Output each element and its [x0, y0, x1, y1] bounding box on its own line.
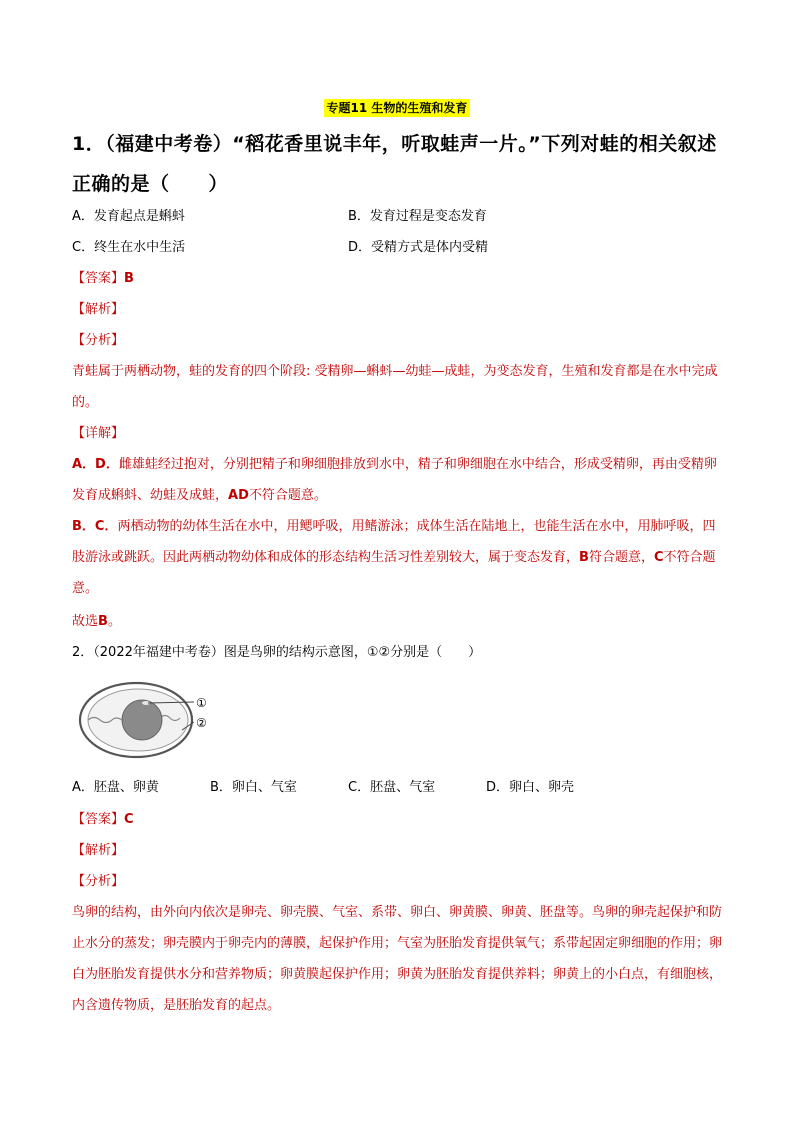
detail-1-end: 不符合题意。: [248, 488, 327, 503]
answer-label: 【答案】: [72, 271, 125, 286]
label-1: ①: [196, 696, 207, 710]
detail-1-text: 雌雄蛙经过抱对，分别把精子和卵细胞排放到水中，精子和卵细胞在水中结合，形成受精卵，再由受精卵发育成蝌蚪、幼蛙及成蛙，: [72, 457, 717, 503]
choose-text: 故选: [72, 614, 99, 629]
q1-option-d: D．受精方式是体内受精: [348, 240, 489, 255]
q1-fenxi-text: 青蛙属于两栖动物，蛙的发育的四个阶段: 受精卵—蝌蚪—幼蛙—成蛙，为变态发育，生殖和发育都是在水中完成的。: [72, 364, 718, 410]
q1-fenxi-label: 【分析】: [72, 333, 125, 348]
detail-2-end: 不符合题意。: [72, 550, 716, 596]
question-2-stem: 2．（2022年福建中考卷）图是鸟卵的结构示意图，①②分别是（ ）: [72, 645, 482, 660]
q2-analysis-label: 【解析】: [72, 843, 125, 858]
q1-option-b: B．发育过程是变态发育: [348, 209, 487, 224]
detail-2-mid: 符合题意，: [588, 550, 654, 565]
choose-end: 。: [107, 614, 121, 629]
answer-value: C: [124, 812, 134, 827]
detail-1-ad: AD: [228, 488, 249, 503]
detail-2-prefix: B．C．: [72, 519, 118, 534]
q1-answer: [72, 270, 134, 288]
egg-yolk: [122, 700, 162, 740]
q2-fenxi-text: 鸟卵的结构，由外向内依次是卵壳、卵壳膜、气室、系带、卵白、卵黄膜、卵黄、胚盘等。鸟卵的卵壳起保护和防止水分的蒸发；卵壳膜内于卵壳内的薄膜，起保护作用；气室为胚胎发育提供氧气；系带起固定卵细胞的作用；卵白为胚胎发育提供水分和营养物质；卵黄膜起保护作用；卵黄为胚胎发育提供养料；卵黄上的小白点，有细胞核，内含遗传物质，是胚胎发育的起点。: [72, 905, 723, 1013]
q1-detail-1: [72, 449, 727, 511]
detail-2-c: C: [653, 550, 664, 565]
label-2: ②: [196, 716, 207, 730]
title-container: [0, 97, 794, 117]
q1-detail-2: [72, 511, 727, 604]
detail-1-prefix: A．D．: [72, 457, 119, 472]
q2-option-d: D．卵白、卵壳: [486, 780, 575, 795]
detail-2-text: 两栖动物的幼体生活在水中，用鳃呼吸，用鳍游泳；成体生活在陆地上，也能生活在水中，用肺呼吸，四肢游泳或跳跃。因此两栖动物幼体和成体的形态结构生活习性差别较大，属于变态发育，: [72, 519, 716, 565]
question-1-stem: 1．（福建中考卷）“稻花香里说丰年，听取蛙声一片。”下列对蛙的相关叙述正确的是（ ）: [72, 133, 717, 195]
answer-label: 【答案】: [72, 812, 125, 827]
q1-choose: [72, 613, 121, 631]
q1-option-c: C．终生在水中生活: [72, 240, 186, 255]
q1-detail-label: 【详解】: [72, 426, 125, 441]
q2-answer: [72, 811, 134, 829]
q1-option-a: A．发育起点是蝌蚪: [72, 209, 185, 224]
document-title: 专题11 生物的生殖和发育: [324, 99, 471, 117]
q2-fenxi-label: 【分析】: [72, 874, 125, 889]
q2-option-c: C．胚盘、气室: [348, 780, 436, 795]
detail-2-b: B: [579, 550, 589, 565]
q2-option-a: A．胚盘、卵黄: [72, 780, 159, 795]
q1-analysis-label: 【解析】: [72, 302, 125, 317]
q2-option-b: B．卵白、气室: [210, 780, 297, 795]
bird-egg-diagram: [78, 680, 218, 760]
choose-answer: B: [98, 614, 108, 629]
answer-value: B: [124, 271, 134, 286]
